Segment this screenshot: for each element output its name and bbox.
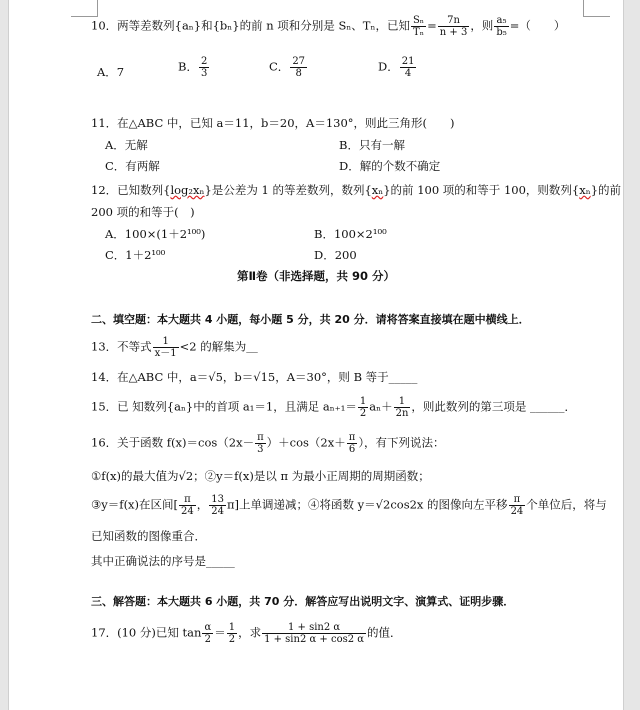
q16-statements-3-4: ③y＝f(x)在区间[ $\frac{\pi}{24}$ ， $\frac{13}{24}$ π]上单调递减；④将函数 y＝√2cos2x 的图像向左平移 $\frac{\pi}{24}$ 个单位后，将与 [91,494,607,517]
question-15: 15．已 知数列{aₙ}中的首项 a₁＝1，且满足 aₙ₊₁＝ $\frac{1}{2}$ aₙ＋ $\frac{1}{2n}$ ，则此数列的第三项是 ______． [91,396,577,419]
q11-option-d: D．解的个数不确定 [339,159,441,173]
question-17: 17．(10 分)已知 tan $\frac{\alpha}{2}$ ＝ $\frac{1}{2}$ ，求 $\frac{1 + \sin 2 \alpha}{1 + \sin 2 \alpha + \cos 2 \alpha}$ 的值． [91,622,402,645]
document-page [8,0,624,710]
q12-option-a: A．100×(1＋2¹⁰⁰) [105,227,206,241]
q12-option-c: C．1＋2¹⁰⁰ [105,248,166,262]
q11-option-b: B．只有一解 [339,138,405,152]
q12-option-d: D．200 [314,248,357,262]
question-12-line-2: 200 项的和等于( ) [91,205,195,219]
q11-option-c: C．有两解 [105,159,160,173]
q16-statement-continuation: 已知函数的图像重合． [91,529,206,543]
part-2-title: 第Ⅱ卷（非选择题，共 90 分） [236,269,396,283]
question-10: 10．两等差数列{aₙ}和{bₙ}的前 n 项和分别是 Sₙ、Tₙ，已知 $\frac{\text{Sₙ}}{\text{Tₙ}}$ = $\frac{7n}{n + 3}$ ，则 $\frac{\text{a₅}}{\text{b₅}}$ =（ ） [91,15,566,38]
question-13: 13．不等式 $\frac{1}{x-1}$ <2 的解集为__ [91,336,258,359]
section-3-title: 三、解答题：本大题共 6 小题，共 70 分．解答应写出说明文字、演算式、证明步骤． [91,595,515,608]
fraction: $\frac{\text{Sₙ}}{\text{Tₙ}}$ [412,15,425,38]
q10-option-d: D． $\frac{21}{4}$ [378,56,415,79]
q16-statements-1-2: ①f(x)的最大值为√2；②y＝f(x)是以 π 为最小正周期的周期函数； [91,469,430,483]
q16-ask: 其中正确说法的序号是_____ [91,554,235,568]
question-12-line-1: 12．已知数列{log₂xₙ}是公差为 1 的等差数列，数列{xₙ}的前 100 项的和等于 100，则数列{xₙ}的前 [91,183,622,197]
fraction: $\frac{7n}{n + 3}$ [439,15,468,38]
q10-option-b: B． $\frac{2}{3}$ [178,56,208,79]
q10-option-a: A．7 [97,65,125,79]
page-corner-mark-right [583,0,610,17]
q10-option-c: C． $\frac{27}{8}$ [269,56,306,79]
question-16: 16．关于函数 f(x)＝cos（2x－ $\frac{\pi}{3}$ ）＋cos（2x＋ $\frac{\pi}{6}$ ），有下列说法： [91,432,445,455]
section-2-title: 二、填空题：本大题共 4 小题，每小题 5 分，共 20 分．请将答案直接填在题中横线上． [91,313,530,326]
question-11: 11．在△ABC 中，已知 a＝11，b＝20，A＝130°，则此三角形( ) [91,116,455,130]
question-14: 14．在△ABC 中，a＝√5，b＝√15，A＝30°，则 B 等于_____ [91,370,418,384]
fraction: $\frac{\text{a₅}}{\text{b₅}}$ [496,15,507,38]
q11-option-a: A．无解 [105,138,148,152]
q12-option-b: B．100×2¹⁰⁰ [314,227,387,241]
